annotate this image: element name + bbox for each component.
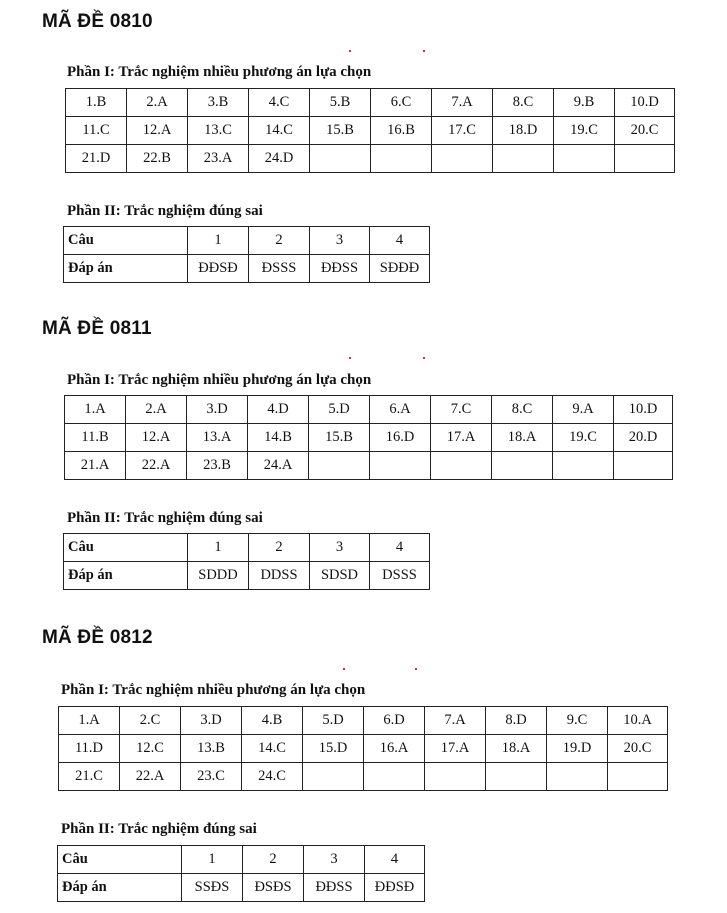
answer-cell: 16.A	[364, 735, 425, 763]
header-cell: 2	[249, 534, 310, 562]
answer-cell: 19.C	[554, 117, 615, 145]
answer-cell: 2.A	[127, 89, 188, 117]
answer-cell: 7.A	[425, 707, 486, 735]
table-row	[64, 227, 430, 255]
table-row	[65, 452, 673, 480]
part2-answer-table	[63, 226, 430, 283]
exam-code-title: MÃ ĐỀ 0811	[42, 318, 152, 339]
answer-cell: 22.A	[120, 763, 181, 791]
answer-cell	[486, 763, 547, 791]
table-row	[65, 424, 673, 452]
answer-cell: 1.B	[66, 89, 127, 117]
answer-label-cell: Đáp án	[64, 562, 188, 590]
answer-cell: SDDD	[188, 562, 249, 590]
answer-cell: 9.B	[554, 89, 615, 117]
answer-cell: ĐSĐS	[243, 874, 304, 902]
answer-cell: 6.C	[371, 89, 432, 117]
answer-cell	[493, 145, 554, 173]
answer-cell	[554, 145, 615, 173]
answer-cell: 22.A	[126, 452, 187, 480]
part2-title: Phần II: Trắc nghiệm đúng sai	[67, 510, 263, 526]
red-mark	[423, 50, 425, 52]
answer-cell	[309, 452, 370, 480]
answer-cell: 16.D	[370, 424, 431, 452]
header-cell: Câu	[58, 846, 182, 874]
part1-title: Phần I: Trắc nghiệm nhiều phương án lựa chọn	[61, 682, 366, 698]
answer-cell	[492, 452, 553, 480]
answer-cell: 8.D	[486, 707, 547, 735]
answer-cell: 4.D	[248, 396, 309, 424]
answer-cell: 15.B	[309, 424, 370, 452]
answer-cell: 20.C	[615, 117, 675, 145]
answer-cell	[431, 452, 492, 480]
answer-cell: SĐĐĐ	[370, 255, 430, 283]
table-row	[66, 89, 675, 117]
table-row	[58, 846, 425, 874]
part2-answer-table	[57, 845, 425, 902]
answer-cell: 6.A	[370, 396, 431, 424]
answer-cell: 24.C	[242, 763, 303, 791]
answer-cell: 17.A	[425, 735, 486, 763]
red-mark	[343, 668, 345, 670]
header-cell: 1	[182, 846, 243, 874]
table-row	[64, 534, 430, 562]
answer-cell: ĐĐSS	[310, 255, 370, 283]
header-cell: 3	[304, 846, 365, 874]
answer-cell: 15.D	[303, 735, 364, 763]
answer-cell: 21.A	[65, 452, 126, 480]
answer-cell: 8.C	[492, 396, 553, 424]
answer-cell: 19.D	[547, 735, 608, 763]
red-mark	[423, 357, 425, 359]
answer-cell: 17.A	[431, 424, 492, 452]
exam-code-title: MÃ ĐỀ 0812	[42, 627, 153, 648]
answer-cell: 22.B	[127, 145, 188, 173]
answer-cell	[615, 145, 675, 173]
answer-cell: 10.A	[608, 707, 668, 735]
answer-cell	[608, 763, 668, 791]
answer-cell: 16.B	[371, 117, 432, 145]
answer-cell: 6.D	[364, 707, 425, 735]
header-cell: 3	[310, 534, 370, 562]
answer-cell: 17.C	[432, 117, 493, 145]
answer-cell: 14.C	[249, 117, 310, 145]
answer-cell: 10.D	[614, 396, 673, 424]
part2-title: Phần II: Trắc nghiệm đúng sai	[67, 203, 263, 219]
table-row	[59, 735, 668, 763]
part1-title: Phần I: Trắc nghiệm nhiều phương án lựa chọn	[67, 372, 372, 388]
part2-answer-table	[63, 533, 430, 590]
part1-answer-table	[58, 706, 668, 791]
red-mark	[415, 668, 417, 670]
answer-cell: 20.D	[614, 424, 673, 452]
answer-cell: 12.A	[126, 424, 187, 452]
table-row	[66, 145, 675, 173]
header-cell: Câu	[64, 227, 188, 255]
table-row	[66, 117, 675, 145]
answer-cell: 18.D	[493, 117, 554, 145]
red-mark	[349, 50, 351, 52]
answer-cell: SSĐS	[182, 874, 243, 902]
part1-answer-table	[65, 88, 675, 173]
answer-cell: 12.C	[120, 735, 181, 763]
part1-title: Phần I: Trắc nghiệm nhiều phương án lựa chọn	[67, 64, 372, 80]
answer-cell: 11.B	[65, 424, 126, 452]
header-cell: 1	[188, 227, 249, 255]
header-cell: 4	[370, 534, 430, 562]
answer-cell	[553, 452, 614, 480]
answer-cell	[547, 763, 608, 791]
answer-cell: 23.A	[188, 145, 249, 173]
answer-cell: 8.C	[493, 89, 554, 117]
table-row	[64, 255, 430, 283]
table-row	[59, 763, 668, 791]
answer-cell: ĐĐSS	[304, 874, 365, 902]
part1-answer-table	[64, 395, 673, 480]
answer-cell: 20.C	[608, 735, 668, 763]
header-cell: 2	[243, 846, 304, 874]
answer-cell	[614, 452, 673, 480]
answer-cell: 3.D	[187, 396, 248, 424]
header-cell: Câu	[64, 534, 188, 562]
answer-cell: 7.C	[431, 396, 492, 424]
answer-cell: 7.A	[432, 89, 493, 117]
table-row	[59, 707, 668, 735]
answer-cell: 10.D	[615, 89, 675, 117]
part2-title: Phần II: Trắc nghiệm đúng sai	[61, 821, 257, 837]
header-cell: 3	[310, 227, 370, 255]
answer-cell: 2.A	[126, 396, 187, 424]
answer-cell: 12.A	[127, 117, 188, 145]
answer-cell: 4.B	[242, 707, 303, 735]
answer-cell: 13.A	[187, 424, 248, 452]
answer-cell: 15.B	[310, 117, 371, 145]
answer-cell: 4.C	[249, 89, 310, 117]
answer-cell	[425, 763, 486, 791]
table-row	[64, 562, 430, 590]
answer-cell: ĐĐSĐ	[188, 255, 249, 283]
answer-cell: 23.C	[181, 763, 242, 791]
answer-cell	[310, 145, 371, 173]
answer-cell: 5.D	[303, 707, 364, 735]
header-cell: 2	[249, 227, 310, 255]
header-cell: 4	[365, 846, 425, 874]
answer-cell: 9.C	[547, 707, 608, 735]
answer-cell: 14.B	[248, 424, 309, 452]
answer-cell: 23.B	[187, 452, 248, 480]
answer-cell: 2.C	[120, 707, 181, 735]
answer-cell	[364, 763, 425, 791]
answer-cell	[303, 763, 364, 791]
answer-cell: 3.D	[181, 707, 242, 735]
answer-cell: 13.C	[188, 117, 249, 145]
answer-cell: 24.D	[249, 145, 310, 173]
answer-cell: 21.C	[59, 763, 120, 791]
answer-cell: SDSD	[310, 562, 370, 590]
answer-cell: 9.A	[553, 396, 614, 424]
answer-label-cell: Đáp án	[58, 874, 182, 902]
answer-cell	[432, 145, 493, 173]
answer-cell	[370, 452, 431, 480]
answer-cell: 3.B	[188, 89, 249, 117]
answer-cell: 13.B	[181, 735, 242, 763]
answer-cell: ĐĐSĐ	[365, 874, 425, 902]
answer-cell: 18.A	[492, 424, 553, 452]
answer-cell: 18.A	[486, 735, 547, 763]
answer-label-cell: Đáp án	[64, 255, 188, 283]
answer-cell: 5.D	[309, 396, 370, 424]
answer-cell: 1.A	[59, 707, 120, 735]
exam-code-title: MÃ ĐỀ 0810	[42, 11, 153, 32]
red-mark	[349, 357, 351, 359]
header-cell: 4	[370, 227, 430, 255]
table-row	[58, 874, 425, 902]
answer-cell: 14.C	[242, 735, 303, 763]
answer-cell: ĐSSS	[249, 255, 310, 283]
answer-cell	[371, 145, 432, 173]
answer-cell: DDSS	[249, 562, 310, 590]
answer-cell: 11.C	[66, 117, 127, 145]
answer-cell: 19.C	[553, 424, 614, 452]
header-cell: 1	[188, 534, 249, 562]
answer-cell: 5.B	[310, 89, 371, 117]
table-row	[65, 396, 673, 424]
answer-cell: 24.A	[248, 452, 309, 480]
answer-cell: 1.A	[65, 396, 126, 424]
answer-cell: 11.D	[59, 735, 120, 763]
answer-cell: 21.D	[66, 145, 127, 173]
answer-cell: DSSS	[370, 562, 430, 590]
